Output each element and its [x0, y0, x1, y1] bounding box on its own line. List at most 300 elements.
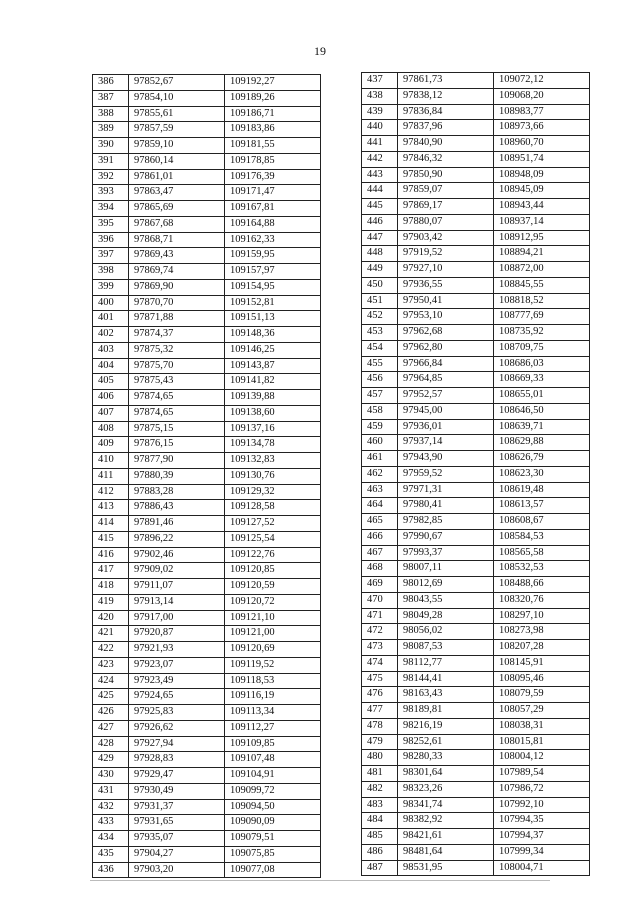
x-coordinate-cell: 97982,85 — [398, 514, 494, 530]
x-coordinate-cell: 97874,65 — [129, 390, 225, 406]
table-row — [362, 655, 590, 671]
x-coordinate-cell: 98252,61 — [398, 734, 494, 750]
y-coordinate-cell: 108655,01 — [494, 388, 590, 404]
table-row — [93, 453, 321, 469]
table-row — [93, 264, 321, 280]
table-row — [93, 736, 321, 752]
table-row — [93, 768, 321, 784]
x-coordinate-cell: 97903,42 — [398, 230, 494, 246]
x-coordinate-cell: 97993,37 — [398, 545, 494, 561]
y-coordinate-cell: 107994,37 — [494, 829, 590, 845]
y-coordinate-cell: 109120,59 — [225, 579, 321, 595]
point-number-cell: 422 — [93, 642, 129, 658]
x-coordinate-cell: 97935,07 — [129, 831, 225, 847]
x-coordinate-cell: 98421,61 — [398, 829, 494, 845]
point-number-cell: 404 — [93, 358, 129, 374]
x-coordinate-cell: 97837,96 — [398, 120, 494, 136]
y-coordinate-cell: 108145,91 — [494, 655, 590, 671]
x-coordinate-cell: 97854,10 — [129, 90, 225, 106]
x-coordinate-cell: 98112,77 — [398, 655, 494, 671]
x-coordinate-cell: 97945,00 — [398, 403, 494, 419]
table-row — [362, 230, 590, 246]
x-coordinate-cell: 97883,28 — [129, 484, 225, 500]
y-coordinate-cell: 109125,54 — [225, 531, 321, 547]
x-coordinate-cell: 98012,69 — [398, 577, 494, 593]
table-row — [93, 594, 321, 610]
y-coordinate-cell: 108669,33 — [494, 372, 590, 388]
x-coordinate-cell: 97875,70 — [129, 358, 225, 374]
point-number-cell: 456 — [362, 372, 398, 388]
y-coordinate-cell: 108709,75 — [494, 340, 590, 356]
table-row — [93, 783, 321, 799]
y-coordinate-cell: 108015,81 — [494, 734, 590, 750]
y-coordinate-cell: 109192,27 — [225, 75, 321, 91]
x-coordinate-cell: 97846,32 — [398, 151, 494, 167]
x-coordinate-cell: 97919,52 — [398, 246, 494, 262]
point-number-cell: 432 — [93, 799, 129, 815]
table-row — [362, 466, 590, 482]
point-number-cell: 421 — [93, 626, 129, 642]
y-coordinate-cell: 108629,88 — [494, 435, 590, 451]
x-coordinate-cell: 97855,61 — [129, 106, 225, 122]
x-coordinate-cell: 98481,64 — [398, 844, 494, 860]
x-coordinate-cell: 97840,90 — [398, 136, 494, 152]
point-number-cell: 452 — [362, 309, 398, 325]
table-row — [362, 844, 590, 860]
x-coordinate-cell: 97943,90 — [398, 451, 494, 467]
x-coordinate-cell: 97936,01 — [398, 419, 494, 435]
point-number-cell: 455 — [362, 356, 398, 372]
point-number-cell: 425 — [93, 689, 129, 705]
y-coordinate-cell: 108004,71 — [494, 860, 590, 876]
point-number-cell: 435 — [93, 846, 129, 862]
x-coordinate-cell: 98341,74 — [398, 797, 494, 813]
table-row — [362, 88, 590, 104]
y-coordinate-cell: 109151,13 — [225, 311, 321, 327]
x-coordinate-cell: 98043,55 — [398, 592, 494, 608]
point-number-cell: 470 — [362, 592, 398, 608]
x-coordinate-cell: 97913,14 — [129, 594, 225, 610]
y-coordinate-cell: 109075,85 — [225, 846, 321, 862]
x-coordinate-cell: 98531,95 — [398, 860, 494, 876]
y-coordinate-cell: 107992,10 — [494, 797, 590, 813]
point-number-cell: 448 — [362, 246, 398, 262]
point-number-cell: 475 — [362, 671, 398, 687]
y-coordinate-cell: 108646,50 — [494, 403, 590, 419]
x-coordinate-cell: 97952,57 — [398, 388, 494, 404]
point-number-cell: 394 — [93, 201, 129, 217]
y-coordinate-cell: 108945,09 — [494, 183, 590, 199]
table-row — [362, 419, 590, 435]
point-number-cell: 406 — [93, 390, 129, 406]
y-coordinate-cell: 109118,53 — [225, 673, 321, 689]
x-coordinate-cell: 97937,14 — [398, 435, 494, 451]
table-row — [362, 246, 590, 262]
point-number-cell: 484 — [362, 813, 398, 829]
x-coordinate-cell: 97875,32 — [129, 342, 225, 358]
point-number-cell: 417 — [93, 563, 129, 579]
point-number-cell: 403 — [93, 342, 129, 358]
x-coordinate-cell: 97926,62 — [129, 720, 225, 736]
y-coordinate-cell: 109121,00 — [225, 626, 321, 642]
table-row — [362, 325, 590, 341]
y-coordinate-cell: 109167,81 — [225, 201, 321, 217]
y-coordinate-cell: 109127,52 — [225, 516, 321, 532]
table-row — [93, 484, 321, 500]
coordinates-table-left — [92, 74, 321, 878]
point-number-cell: 412 — [93, 484, 129, 500]
table-row — [93, 421, 321, 437]
y-coordinate-cell: 108818,52 — [494, 293, 590, 309]
y-coordinate-cell: 109119,52 — [225, 657, 321, 673]
x-coordinate-cell: 98280,33 — [398, 750, 494, 766]
point-number-cell: 471 — [362, 608, 398, 624]
point-number-cell: 472 — [362, 624, 398, 640]
point-number-cell: 386 — [93, 75, 129, 91]
x-coordinate-cell: 97874,65 — [129, 405, 225, 421]
y-coordinate-cell: 107989,54 — [494, 766, 590, 782]
y-coordinate-cell: 108686,03 — [494, 356, 590, 372]
x-coordinate-cell: 97869,43 — [129, 248, 225, 264]
table-row — [93, 610, 321, 626]
point-number-cell: 389 — [93, 122, 129, 138]
point-number-cell: 397 — [93, 248, 129, 264]
y-coordinate-cell: 109120,85 — [225, 563, 321, 579]
table-row — [362, 750, 590, 766]
table-row — [362, 687, 590, 703]
y-coordinate-cell: 109122,76 — [225, 547, 321, 563]
x-coordinate-cell: 97931,65 — [129, 815, 225, 831]
y-coordinate-cell: 109120,69 — [225, 642, 321, 658]
table-row — [362, 388, 590, 404]
y-coordinate-cell: 108273,98 — [494, 624, 590, 640]
y-coordinate-cell: 108872,00 — [494, 262, 590, 278]
table-row — [93, 468, 321, 484]
y-coordinate-cell: 108639,71 — [494, 419, 590, 435]
table-row — [362, 829, 590, 845]
table-row — [93, 846, 321, 862]
point-number-cell: 477 — [362, 703, 398, 719]
point-number-cell: 438 — [362, 88, 398, 104]
table-row — [362, 309, 590, 325]
point-number-cell: 401 — [93, 311, 129, 327]
point-number-cell: 426 — [93, 705, 129, 721]
x-coordinate-cell: 97860,14 — [129, 153, 225, 169]
point-number-cell: 474 — [362, 655, 398, 671]
table-row — [362, 482, 590, 498]
point-number-cell: 436 — [93, 862, 129, 878]
y-coordinate-cell: 109072,12 — [494, 73, 590, 89]
y-coordinate-cell: 109189,26 — [225, 90, 321, 106]
y-coordinate-cell: 108320,76 — [494, 592, 590, 608]
point-number-cell: 449 — [362, 262, 398, 278]
point-number-cell: 420 — [93, 610, 129, 626]
x-coordinate-cell: 97861,73 — [398, 73, 494, 89]
x-coordinate-cell: 97875,15 — [129, 421, 225, 437]
y-coordinate-cell: 108948,09 — [494, 167, 590, 183]
point-number-cell: 439 — [362, 104, 398, 120]
x-coordinate-cell: 98301,64 — [398, 766, 494, 782]
x-coordinate-cell: 97870,70 — [129, 295, 225, 311]
x-coordinate-cell: 97936,55 — [398, 277, 494, 293]
x-coordinate-cell: 97863,47 — [129, 185, 225, 201]
x-coordinate-cell: 97911,07 — [129, 579, 225, 595]
point-number-cell: 419 — [93, 594, 129, 610]
table-row — [362, 293, 590, 309]
y-coordinate-cell: 109157,97 — [225, 264, 321, 280]
point-number-cell: 388 — [93, 106, 129, 122]
point-number-cell: 451 — [362, 293, 398, 309]
x-coordinate-cell: 97924,65 — [129, 689, 225, 705]
point-number-cell: 396 — [93, 232, 129, 248]
x-coordinate-cell: 97929,47 — [129, 768, 225, 784]
point-number-cell: 411 — [93, 468, 129, 484]
point-number-cell: 443 — [362, 167, 398, 183]
y-coordinate-cell: 109162,33 — [225, 232, 321, 248]
table-row — [362, 592, 590, 608]
table-row — [93, 122, 321, 138]
x-coordinate-cell: 97950,41 — [398, 293, 494, 309]
point-number-cell: 468 — [362, 561, 398, 577]
point-number-cell: 437 — [362, 73, 398, 89]
point-number-cell: 467 — [362, 545, 398, 561]
point-number-cell: 460 — [362, 435, 398, 451]
table-row — [362, 435, 590, 451]
y-coordinate-cell: 109183,86 — [225, 122, 321, 138]
y-coordinate-cell: 108095,46 — [494, 671, 590, 687]
table-row — [93, 327, 321, 343]
table-row — [362, 277, 590, 293]
y-coordinate-cell: 108777,69 — [494, 309, 590, 325]
y-coordinate-cell: 109186,71 — [225, 106, 321, 122]
x-coordinate-cell: 97880,07 — [398, 214, 494, 230]
y-coordinate-cell: 108912,95 — [494, 230, 590, 246]
y-coordinate-cell: 109104,91 — [225, 768, 321, 784]
point-number-cell: 393 — [93, 185, 129, 201]
point-number-cell: 410 — [93, 453, 129, 469]
table-row — [362, 781, 590, 797]
table-row — [93, 657, 321, 673]
x-coordinate-cell: 97964,85 — [398, 372, 494, 388]
table-row — [93, 295, 321, 311]
point-number-cell: 457 — [362, 388, 398, 404]
point-number-cell: 458 — [362, 403, 398, 419]
y-coordinate-cell: 108943,44 — [494, 199, 590, 215]
x-coordinate-cell: 97852,67 — [129, 75, 225, 91]
y-coordinate-cell: 108532,53 — [494, 561, 590, 577]
x-coordinate-cell: 97865,69 — [129, 201, 225, 217]
table-row — [362, 104, 590, 120]
y-coordinate-cell: 108845,55 — [494, 277, 590, 293]
y-coordinate-cell: 108623,30 — [494, 466, 590, 482]
table-row — [93, 201, 321, 217]
table-row — [93, 642, 321, 658]
bottom-rule — [90, 880, 550, 881]
x-coordinate-cell: 97966,84 — [398, 356, 494, 372]
x-coordinate-cell: 97903,20 — [129, 862, 225, 878]
point-number-cell: 390 — [93, 138, 129, 154]
y-coordinate-cell: 108207,28 — [494, 640, 590, 656]
y-coordinate-cell: 108584,53 — [494, 529, 590, 545]
point-number-cell: 461 — [362, 451, 398, 467]
point-number-cell: 450 — [362, 277, 398, 293]
x-coordinate-cell: 97962,68 — [398, 325, 494, 341]
y-coordinate-cell: 109130,76 — [225, 468, 321, 484]
x-coordinate-cell: 97861,01 — [129, 169, 225, 185]
y-coordinate-cell: 108004,12 — [494, 750, 590, 766]
x-coordinate-cell: 97869,17 — [398, 199, 494, 215]
point-number-cell: 462 — [362, 466, 398, 482]
table-row — [362, 734, 590, 750]
table-row — [93, 374, 321, 390]
table-row — [93, 311, 321, 327]
table-row — [93, 75, 321, 91]
table-row — [93, 799, 321, 815]
table-row — [93, 500, 321, 516]
y-coordinate-cell: 109121,10 — [225, 610, 321, 626]
table-row — [93, 153, 321, 169]
y-coordinate-cell: 109134,78 — [225, 437, 321, 453]
point-number-cell: 416 — [93, 547, 129, 563]
table-row — [362, 120, 590, 136]
point-number-cell: 459 — [362, 419, 398, 435]
point-number-cell: 414 — [93, 516, 129, 532]
x-coordinate-cell: 97923,07 — [129, 657, 225, 673]
table-row — [93, 342, 321, 358]
y-coordinate-cell: 109178,85 — [225, 153, 321, 169]
y-coordinate-cell: 109068,20 — [494, 88, 590, 104]
page-number: 19 — [314, 44, 326, 58]
y-coordinate-cell: 109113,34 — [225, 705, 321, 721]
y-coordinate-cell: 109116,19 — [225, 689, 321, 705]
x-coordinate-cell: 97896,22 — [129, 531, 225, 547]
y-coordinate-cell: 108079,59 — [494, 687, 590, 703]
y-coordinate-cell: 109164,88 — [225, 216, 321, 232]
table-row — [93, 90, 321, 106]
point-number-cell: 400 — [93, 295, 129, 311]
point-number-cell: 441 — [362, 136, 398, 152]
x-coordinate-cell: 98007,11 — [398, 561, 494, 577]
point-number-cell: 405 — [93, 374, 129, 390]
y-coordinate-cell: 109120,72 — [225, 594, 321, 610]
y-coordinate-cell: 109137,16 — [225, 421, 321, 437]
x-coordinate-cell: 97904,27 — [129, 846, 225, 862]
y-coordinate-cell: 108613,57 — [494, 498, 590, 514]
y-coordinate-cell: 109181,55 — [225, 138, 321, 154]
y-coordinate-cell: 109099,72 — [225, 783, 321, 799]
x-coordinate-cell: 97869,74 — [129, 264, 225, 280]
point-number-cell: 391 — [93, 153, 129, 169]
point-number-cell: 481 — [362, 766, 398, 782]
table-row — [362, 151, 590, 167]
table-row — [362, 340, 590, 356]
table-row — [93, 405, 321, 421]
point-number-cell: 483 — [362, 797, 398, 813]
table-row — [93, 279, 321, 295]
table-row — [93, 437, 321, 453]
table-row — [362, 262, 590, 278]
x-coordinate-cell: 98216,19 — [398, 718, 494, 734]
point-number-cell: 423 — [93, 657, 129, 673]
y-coordinate-cell: 107986,72 — [494, 781, 590, 797]
y-coordinate-cell: 109107,48 — [225, 752, 321, 768]
point-number-cell: 476 — [362, 687, 398, 703]
table-row — [93, 531, 321, 547]
x-coordinate-cell: 97869,90 — [129, 279, 225, 295]
table-row — [93, 626, 321, 642]
y-coordinate-cell: 108608,67 — [494, 514, 590, 530]
x-coordinate-cell: 97891,46 — [129, 516, 225, 532]
x-coordinate-cell: 97876,15 — [129, 437, 225, 453]
point-number-cell: 473 — [362, 640, 398, 656]
table-row — [362, 766, 590, 782]
y-coordinate-cell: 109176,39 — [225, 169, 321, 185]
x-coordinate-cell: 97867,68 — [129, 216, 225, 232]
table-row — [362, 640, 590, 656]
table-row — [93, 516, 321, 532]
point-number-cell: 465 — [362, 514, 398, 530]
table-row — [93, 358, 321, 374]
x-coordinate-cell: 97902,46 — [129, 547, 225, 563]
y-coordinate-cell: 108565,58 — [494, 545, 590, 561]
x-coordinate-cell: 97875,43 — [129, 374, 225, 390]
y-coordinate-cell: 109090,09 — [225, 815, 321, 831]
point-number-cell: 445 — [362, 199, 398, 215]
y-coordinate-cell: 109128,58 — [225, 500, 321, 516]
y-coordinate-cell: 108735,92 — [494, 325, 590, 341]
x-coordinate-cell: 98144,41 — [398, 671, 494, 687]
table-row — [362, 671, 590, 687]
point-number-cell: 395 — [93, 216, 129, 232]
point-number-cell: 479 — [362, 734, 398, 750]
point-number-cell: 442 — [362, 151, 398, 167]
point-number-cell: 485 — [362, 829, 398, 845]
x-coordinate-cell: 97880,39 — [129, 468, 225, 484]
x-coordinate-cell: 97962,80 — [398, 340, 494, 356]
table-row — [93, 390, 321, 406]
y-coordinate-cell: 109094,50 — [225, 799, 321, 815]
x-coordinate-cell: 97909,02 — [129, 563, 225, 579]
y-coordinate-cell: 109141,82 — [225, 374, 321, 390]
y-coordinate-cell: 108619,48 — [494, 482, 590, 498]
table-row — [362, 514, 590, 530]
point-number-cell: 408 — [93, 421, 129, 437]
table-row — [362, 356, 590, 372]
table-row — [93, 563, 321, 579]
x-coordinate-cell: 97959,52 — [398, 466, 494, 482]
y-coordinate-cell: 109138,60 — [225, 405, 321, 421]
point-number-cell: 433 — [93, 815, 129, 831]
x-coordinate-cell: 98189,81 — [398, 703, 494, 719]
table-row — [93, 752, 321, 768]
table-row — [362, 561, 590, 577]
table-row — [362, 529, 590, 545]
table-row — [362, 372, 590, 388]
table-row — [362, 451, 590, 467]
x-coordinate-cell: 97874,37 — [129, 327, 225, 343]
y-coordinate-cell: 107994,35 — [494, 813, 590, 829]
table-row — [362, 577, 590, 593]
y-coordinate-cell: 109152,81 — [225, 295, 321, 311]
y-coordinate-cell: 109159,95 — [225, 248, 321, 264]
point-number-cell: 431 — [93, 783, 129, 799]
point-number-cell: 482 — [362, 781, 398, 797]
x-coordinate-cell: 98049,28 — [398, 608, 494, 624]
point-number-cell: 398 — [93, 264, 129, 280]
x-coordinate-cell: 97850,90 — [398, 167, 494, 183]
point-number-cell: 415 — [93, 531, 129, 547]
y-coordinate-cell: 108894,21 — [494, 246, 590, 262]
